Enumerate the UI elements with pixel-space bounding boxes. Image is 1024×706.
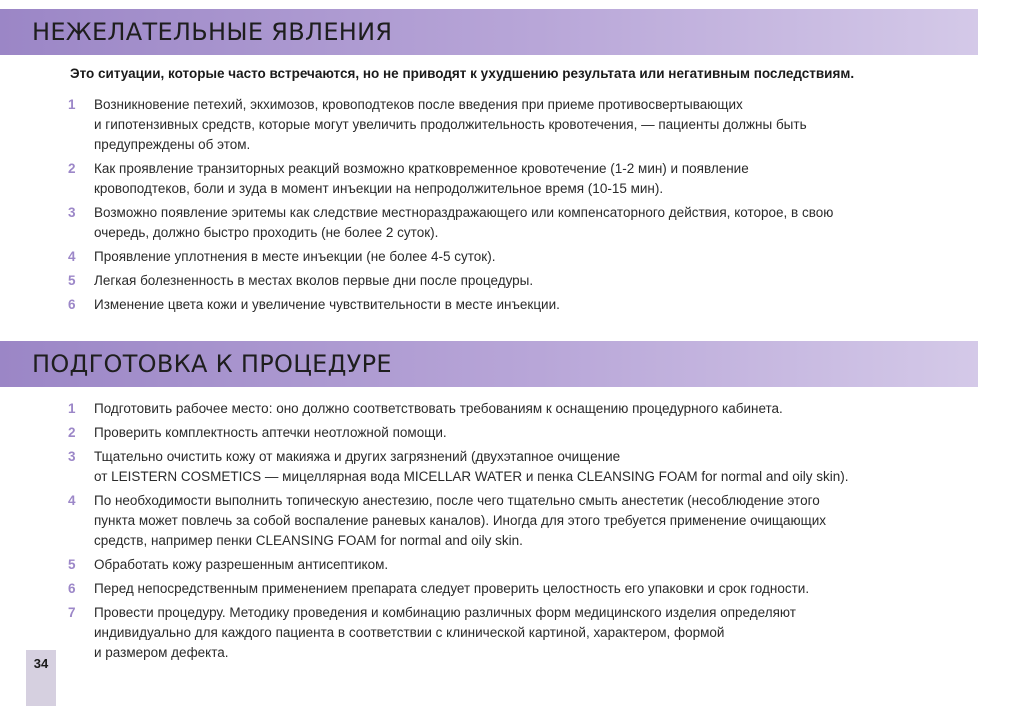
list-item	[0, 555, 974, 575]
page-number: 34	[33, 656, 49, 671]
list-item	[0, 247, 974, 267]
item-number: 6	[68, 581, 76, 596]
list-item	[0, 271, 974, 291]
item-text: Тщательно очистить кожу от макияжа и других загрязнений (двухэтапное очищение от LEISTERN COSMETICS — мицеллярная вода MICELLAR WATER и пенка CLEANSING FOAM for normal and oily skin).	[94, 449, 849, 484]
preparation-list	[0, 399, 974, 667]
item-text: Легкая болезненность в местах вколов первые дни после процедуры.	[94, 273, 534, 288]
item-number: 3	[68, 449, 76, 464]
item-number: 5	[68, 273, 76, 288]
list-item	[0, 399, 974, 419]
list-item	[0, 203, 974, 243]
item-number: 3	[68, 205, 76, 220]
item-number: 2	[68, 161, 76, 176]
item-number: 4	[68, 249, 76, 264]
section-title: НЕЖЕЛАТЕЛЬНЫЕ ЯВЛЕНИЯ	[32, 18, 393, 46]
item-number: 6	[68, 297, 76, 312]
item-number: 2	[68, 425, 76, 440]
item-text: Изменение цвета кожи и увеличение чувствительности в месте инъекции.	[94, 297, 560, 312]
item-text: Провести процедуру. Методику проведения и комбинацию различных форм медицинского изделия определяют индивидуально для каждого пациента в соответствии с клинической картиной, характером, формой и размером дефекта.	[94, 605, 796, 660]
item-text: По необходимости выполнить топическую анестезию, после чего тщательно смыть анестетик (несоблюдение этого пункта может повлечь за собой воспаление раневых каналов). Иногда для этого требуется применение очищающих средств, например пенки CLEANSING FOAM for normal and oily skin.	[94, 493, 827, 548]
item-text: Перед непосредственным применением препарата следует проверить целостность его упаковки и срок годности.	[94, 581, 810, 596]
item-number: 1	[68, 97, 76, 112]
item-text: Проявление уплотнения в месте инъекции (не более 4-5 суток).	[94, 249, 496, 264]
item-number: 1	[68, 401, 76, 416]
item-number: 4	[68, 493, 76, 508]
item-text: Как проявление транзиторных реакций возможно кратковременное кровотечение (1-2 мин) и появление кровоподтеков, боли и зуда в момент инъекции на непродолжительное время (10-15 мин).	[94, 161, 749, 196]
item-text: Подготовить рабочее место: оно должно соответствовать требованиям к оснащению процедурного кабинета.	[94, 401, 783, 416]
list-item	[0, 159, 974, 199]
item-text: Возникновение петехий, экхимозов, кровоподтеков после введения при приеме противосвертывающих и гипотензивных средств, которые могут увеличить продолжительность кровотечения, — пациенты должны быть предупреждены об этом.	[94, 97, 807, 152]
list-item	[0, 295, 974, 315]
side-effects-list	[0, 95, 974, 319]
list-item	[0, 447, 974, 487]
item-text: Возможно появление эритемы как следствие местнораздражающего или компенсаторного действия, которое, в свою очередь, должно быстро проходить (не более 2 суток).	[94, 205, 834, 240]
list-item	[0, 423, 974, 443]
list-item	[0, 95, 974, 155]
item-number: 7	[68, 605, 76, 620]
item-number: 5	[68, 557, 76, 572]
section-intro: Это ситуации, которые часто встречаются, но не приводят к ухудшению результата или негативным последствиям.	[70, 66, 855, 81]
section-header-side-effects	[0, 9, 978, 55]
section-title: ПОДГОТОВКА К ПРОЦЕДУРЕ	[32, 350, 392, 378]
list-item	[0, 579, 974, 599]
item-text: Обработать кожу разрешенным антисептиком.	[94, 557, 389, 572]
section-header-preparation	[0, 341, 978, 387]
list-item	[0, 603, 974, 663]
page-number-tab	[26, 650, 56, 706]
item-text: Проверить комплектность аптечки неотложной помощи.	[94, 425, 447, 440]
list-item	[0, 491, 974, 551]
